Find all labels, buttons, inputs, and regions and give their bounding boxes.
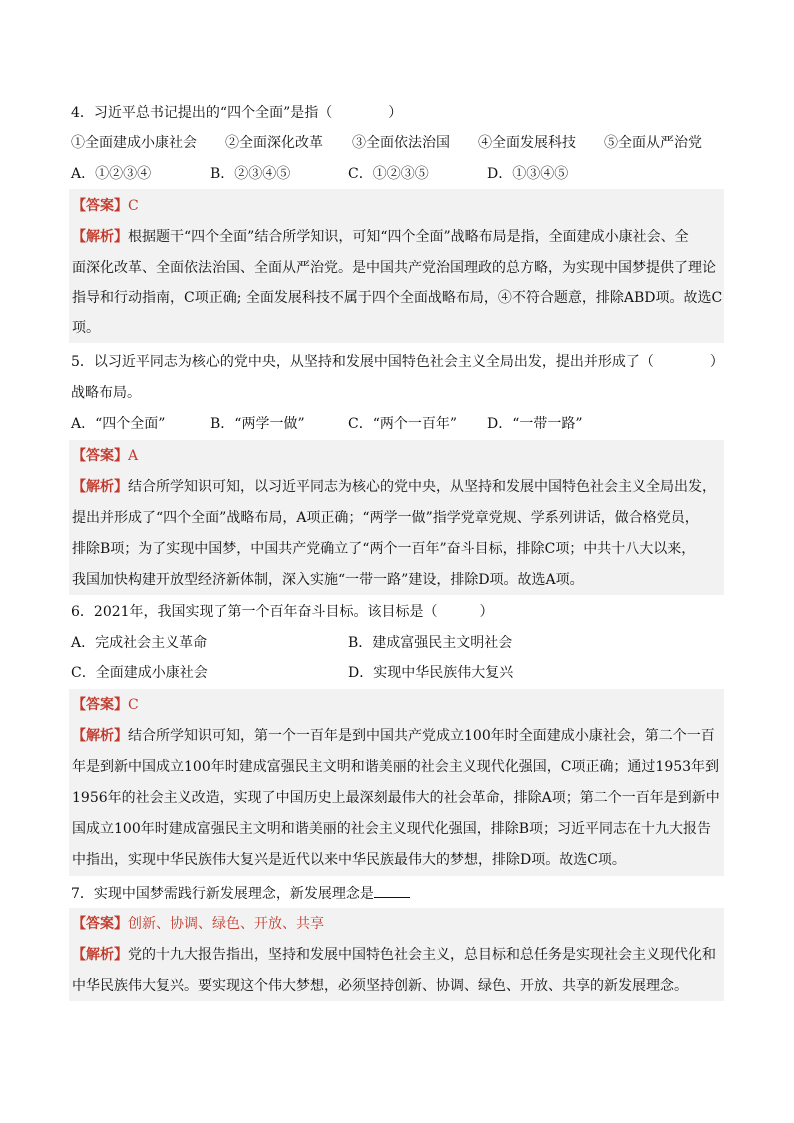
q5-option-d: D．“一带一路” (487, 416, 583, 432)
q5-option-b: B．“两学一做” (210, 416, 305, 432)
q4-analysis-line-3: 指导和行动指南，C项正确; 全面发展科技不属于四个全面战略布局，④不符合题意，排除ABD项。故选C (72, 290, 723, 306)
answer-label: 【答案】 (72, 697, 128, 713)
q4-item-3: ③全面依法治国 (352, 135, 450, 151)
q4-stem: 4．习近平总书记提出的“四个全面”是指（ ） (71, 105, 403, 121)
q5-answer-row (72, 446, 138, 466)
q6-option-b: B．建成富强民主文明社会 (348, 635, 513, 651)
q4-item-1: ①全面建成小康社会 (71, 135, 197, 151)
q7-answer: 创新、协调、绿色、开放、共享 (128, 916, 324, 932)
q4-option-d: D．①③④⑤ (487, 166, 569, 182)
analysis-label: 【解析】 (72, 229, 128, 245)
q4-item-5: ⑤全面从严治党 (604, 135, 702, 151)
q5-stem-line-2: 战略布局。 (71, 385, 141, 401)
q5-option-a: A．“四个全面” (71, 416, 166, 432)
q6-option-c: C．全面建成小康社会 (71, 665, 208, 681)
q6-analysis-line-1: 【解析】结合所学知识可知，第一个一百年是到中国共产党成立100年时全面建成小康社会，第二个一百 (72, 728, 715, 744)
fill-in-blank (374, 883, 410, 898)
q6-answer-box (69, 689, 724, 876)
q4-option-c: C．①②③⑤ (348, 166, 429, 182)
q6-option-d: D．实现中华民族伟大复兴 (348, 665, 514, 681)
answer-label: 【答案】 (72, 198, 128, 214)
q6-analysis-line-4: 国成立100年时建成富强民主文明和谐美丽的社会主义现代化强国，排除B项；习近平同志在十九大报告 (72, 821, 712, 837)
q5-stem-line-1: 5．以习近平同志为核心的党中央，从坚持和发展中国特色社会主义全局出发，提出并形成了（ ） (71, 354, 724, 370)
q4-analysis-line-4: 项。 (72, 320, 100, 336)
q4-analysis-line-1: 【解析】根据题干“四个全面”结合所学知识，可知“四个全面”战略布局是指，全面建成小康社会、全 (72, 229, 689, 245)
q7-analysis-line-1: 【解析】党的十九大报告指出，坚持和发展中国特色社会主义，总目标和总任务是实现社会主义现代化和 (72, 947, 716, 963)
q4-item-2: ②全面深化改革 (225, 135, 323, 151)
q4-option-b: B．②③④⑤ (210, 166, 291, 182)
q4-item-4: ④全面发展科技 (478, 135, 576, 151)
q4-option-a: A．①②③④ (71, 166, 152, 182)
q4-answer: C (128, 198, 139, 214)
answer-label: 【答案】 (72, 916, 128, 932)
analysis-label: 【解析】 (72, 947, 128, 963)
q5-analysis-line-2: 提出并形成了“四个全面”战略布局，A项正确；“两学一做”指学党章党规、学系列讲话，做合格党员， (72, 510, 699, 526)
q5-answer: A (128, 448, 139, 464)
q6-answer-row (72, 695, 139, 715)
answer-label: 【答案】 (72, 448, 128, 464)
q6-analysis-line-2: 年是到新中国成立100年时建成富强民主文明和谐美丽的社会主义现代化强国，C项正确；通过1953年到 (72, 759, 720, 775)
q6-analysis-line-5: 中指出，实现中华民族伟大复兴是近代以来中华民族最伟大的梦想，排除D项。故选C项。 (72, 852, 626, 868)
analysis-label: 【解析】 (72, 479, 128, 495)
q6-analysis-line-3: 1956年的社会主义改造，实现了中国历史上最深刻最伟大的社会革命，排除A项；第二个一百年是到新中 (72, 790, 720, 806)
q5-analysis-line-4: 我国加快构建开放型经济新体制，深入实施“一带一路”建设，排除D项。故选A项。 (72, 572, 584, 588)
q7-stem: 7．实现中国梦需践行新发展理念，新发展理念是 (71, 883, 410, 904)
q5-answer-box (69, 440, 724, 595)
q6-stem: 6．2021年，我国实现了第一个百年奋斗目标。该目标是（ ） (71, 604, 494, 620)
q7-answer-row (72, 914, 324, 934)
q6-answer: C (128, 697, 139, 713)
q5-option-c: C．“两个一百年” (348, 416, 458, 432)
q5-analysis-line-1: 【解析】结合所学知识可知，以习近平同志为核心的党中央，从坚持和发展中国特色社会主义全局出发， (72, 479, 716, 495)
q5-analysis-line-3: 排除B项；为了实现中国梦，中国共产党确立了“两个一百年”奋斗目标，排除C项；中共十八大以来， (72, 541, 696, 557)
q4-analysis-line-2: 面深化改革、全面依法治国、全面从严治党。是中国共产党治国理政的总方略，为实现中国梦提供了理论 (72, 260, 716, 276)
analysis-label: 【解析】 (72, 728, 128, 744)
q4-answer-row (72, 196, 139, 216)
q6-option-a: A．完成社会主义革命 (71, 635, 208, 651)
q7-answer-box (69, 908, 724, 1001)
q4-answer-box (69, 189, 724, 343)
q7-analysis-line-2: 中华民族伟大复兴。要实现这个伟大梦想，必须坚持创新、协调、绿色、开放、共享的新发展理念。 (72, 978, 688, 994)
